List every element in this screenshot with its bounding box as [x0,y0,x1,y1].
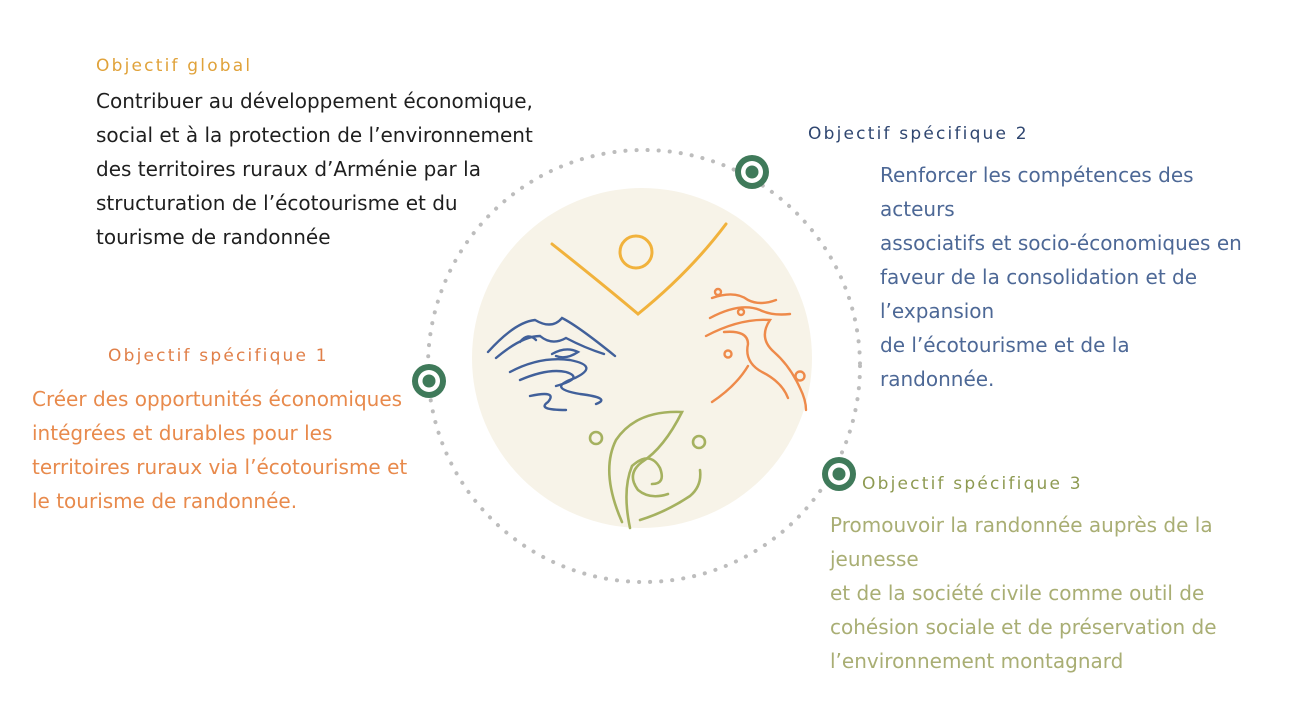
text-line: structuration de l’écotourisme et du [96,191,458,215]
text-line: cohésion sociale et de préservation de [830,615,1217,639]
text-line: territoires ruraux via l’écotourisme et [32,455,408,479]
target-node-icon [735,155,769,189]
specific-objective-2-text [880,158,1242,396]
text-line: tourisme de randonnée [96,225,331,249]
text-line: acteurs [880,197,955,221]
text-line: l’environnement montagnard [830,649,1124,673]
specific-objective-3-title: Objectif spécifique 3 [862,474,1083,494]
text-line: jeunesse [830,547,919,571]
specific-objective-2 [808,124,1242,396]
global-objective [96,56,533,254]
text-line: de l’écotourisme et de la [880,333,1130,357]
text-line: des territoires ruraux d’Arménie par la [96,157,481,181]
text-line: associatifs et socio-économiques en [880,231,1242,255]
specific-objective-1-title: Objectif spécifique 1 [108,346,329,366]
text-line: l’expansion [880,299,995,323]
specific-objective-1-text [32,382,407,518]
text-line: le tourisme de randonnée. [32,489,298,513]
text-line: Renforcer les compétences des [880,163,1194,187]
specific-objective-1 [32,346,407,518]
specific-objective-3-text [830,508,1217,678]
specific-objective-2-title: Objectif spécifique 2 [808,124,1029,144]
text-line: Contribuer au développement économique, [96,89,533,113]
global-objective-text [96,84,533,254]
text-line: Créer des opportunités économiques [32,387,403,411]
text-line: randonnée. [880,367,995,391]
specific-objective-3 [830,474,1217,678]
text-line: Promouvoir la randonnée auprès de la [830,513,1213,537]
text-line: et de la société civile comme outil de [830,581,1205,605]
text-line: faveur de la consolidation et de [880,265,1198,289]
global-objective-title: Objectif global [96,56,253,76]
target-node-icon [412,364,446,398]
text-line: intégrées et durables pour les [32,421,333,445]
text-line: social et à la protection de l’environnement [96,123,533,147]
